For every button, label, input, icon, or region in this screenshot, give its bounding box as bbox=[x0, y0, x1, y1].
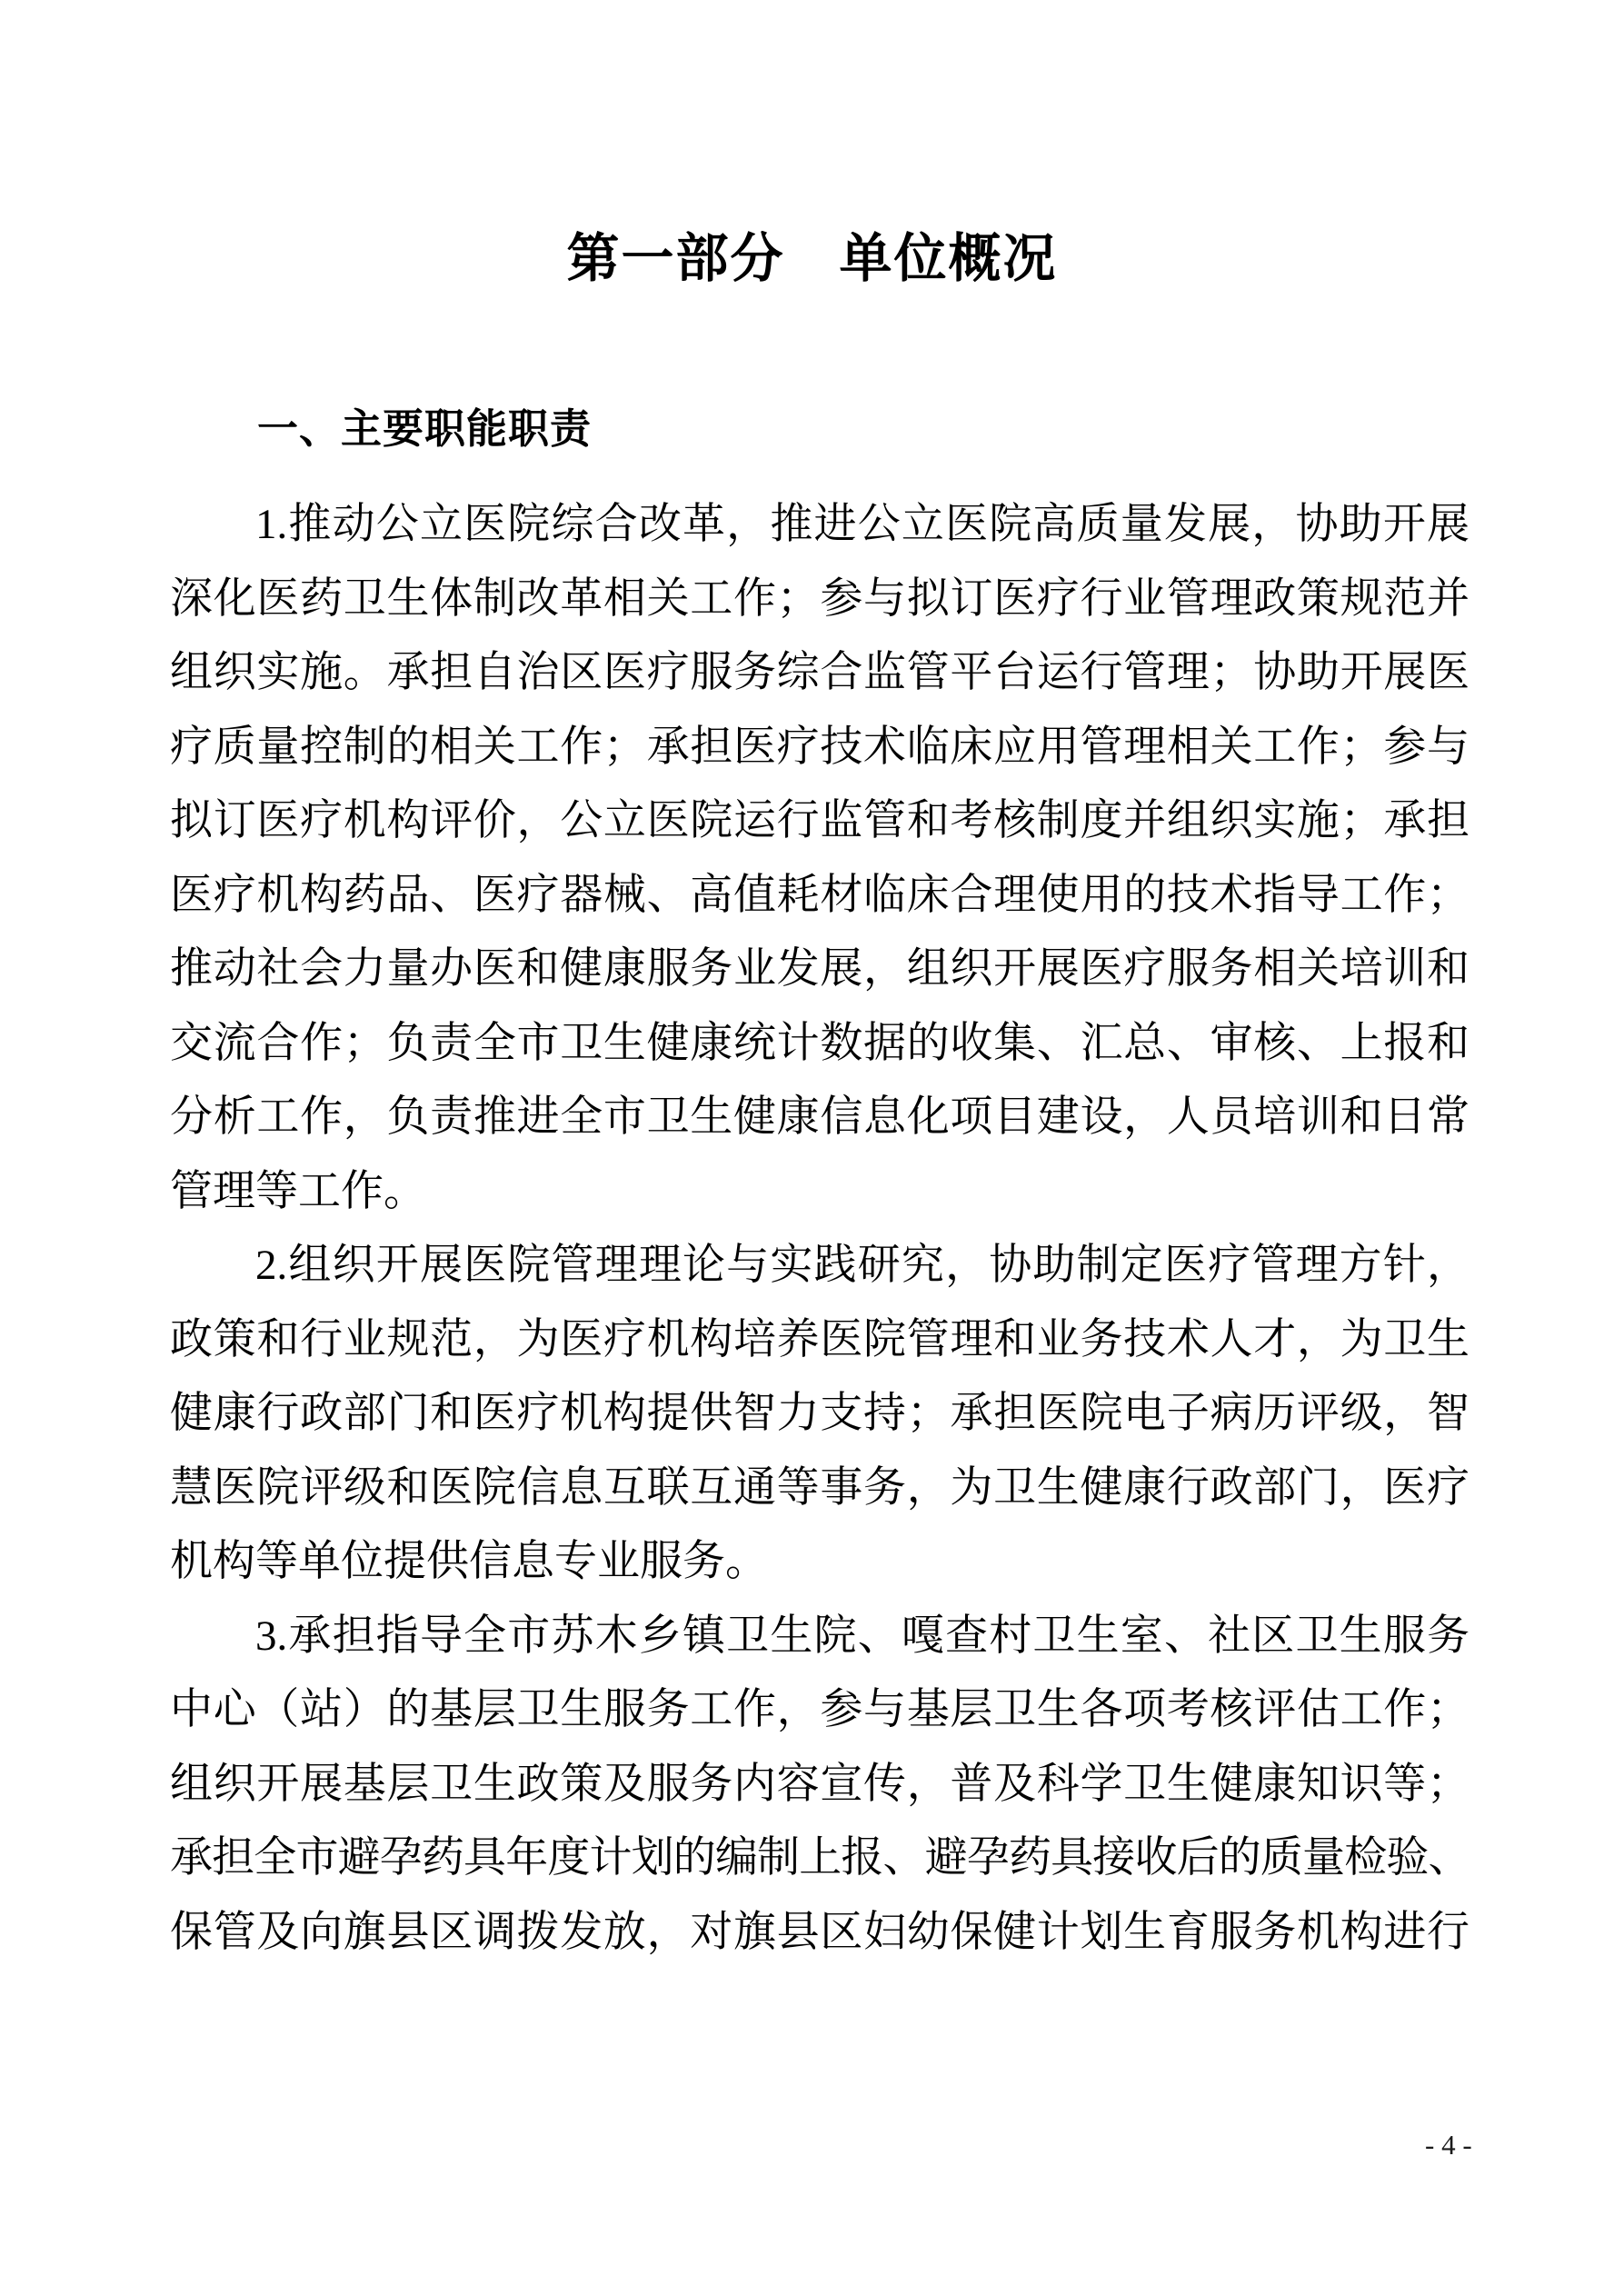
section-heading: 一、主要职能职责 bbox=[257, 405, 593, 452]
body-line-14: 慧医院评级和医院信息互联互通等事务，为卫生健康行政部门，医疗 bbox=[170, 1463, 1470, 1512]
body-line-8: 交流合作；负责全市卫生健康统计数据的收集、汇总、审核、上报和 bbox=[170, 1019, 1470, 1067]
body-line-11: 2.组织开展医院管理理论与实践研究，协助制定医疗管理方针， bbox=[255, 1242, 1470, 1289]
body-line-10: 管理等工作。 bbox=[170, 1167, 426, 1215]
body-line-18: 组织开展基层卫生政策及服务内容宣传，普及科学卫生健康知识等； bbox=[170, 1760, 1470, 1808]
body-line-12: 政策和行业规范，为医疗机构培养医院管理和业务技术人才，为卫生 bbox=[170, 1315, 1470, 1363]
body-line-7: 推动社会力量办医和健康服务业发展，组织开展医疗服务相关培训和 bbox=[170, 945, 1470, 993]
body-text bbox=[170, 488, 1470, 1970]
body-line-3: 组织实施。承担自治区医疗服务综合监管平台运行管理；协助开展医 bbox=[170, 649, 1470, 696]
body-line-5: 拟订医疗机构评价，公立医院运行监管和考核制度并组织实施；承担 bbox=[170, 797, 1470, 844]
body-line-9: 分析工作，负责推进全市卫生健康信息化项目建设，人员培训和日常 bbox=[170, 1093, 1470, 1141]
body-line-6: 医疗机构药品、医疗器械、高值耗材临床合理使用的技术指导工作； bbox=[170, 871, 1470, 919]
body-line-19: 承担全市避孕药具年度计划的编制上报、避孕药具接收后的质量检验、 bbox=[170, 1834, 1470, 1882]
body-line-15: 机构等单位提供信息专业服务。 bbox=[170, 1538, 768, 1585]
body-line-16: 3.承担指导全市苏木乡镇卫生院、嘎查村卫生室、社区卫生服务 bbox=[255, 1612, 1470, 1660]
body-line-17: 中心（站）的基层卫生服务工作，参与基层卫生各项考核评估工作； bbox=[170, 1686, 1470, 1733]
document-title: 第一部分 单位概况 bbox=[566, 229, 1058, 288]
body-line-4: 疗质量控制的相关工作；承担医疗技术临床应用管理相关工作；参与 bbox=[170, 723, 1470, 771]
page-number: - 4 - bbox=[1425, 2129, 1472, 2161]
body-line-20: 保管及向旗县区调拨发放，对旗县区妇幼保健计划生育服务机构进行 bbox=[170, 1908, 1470, 1956]
body-line-13: 健康行政部门和医疗机构提供智力支持；承担医院电子病历评级，智 bbox=[170, 1390, 1470, 1437]
body-line-1: 1.推动公立医院综合改革，推进公立医院高质量发展，协助开展 bbox=[255, 501, 1470, 548]
body-line-2: 深化医药卫生体制改革相关工作；参与拟订医疗行业管理政策规范并 bbox=[170, 574, 1470, 623]
